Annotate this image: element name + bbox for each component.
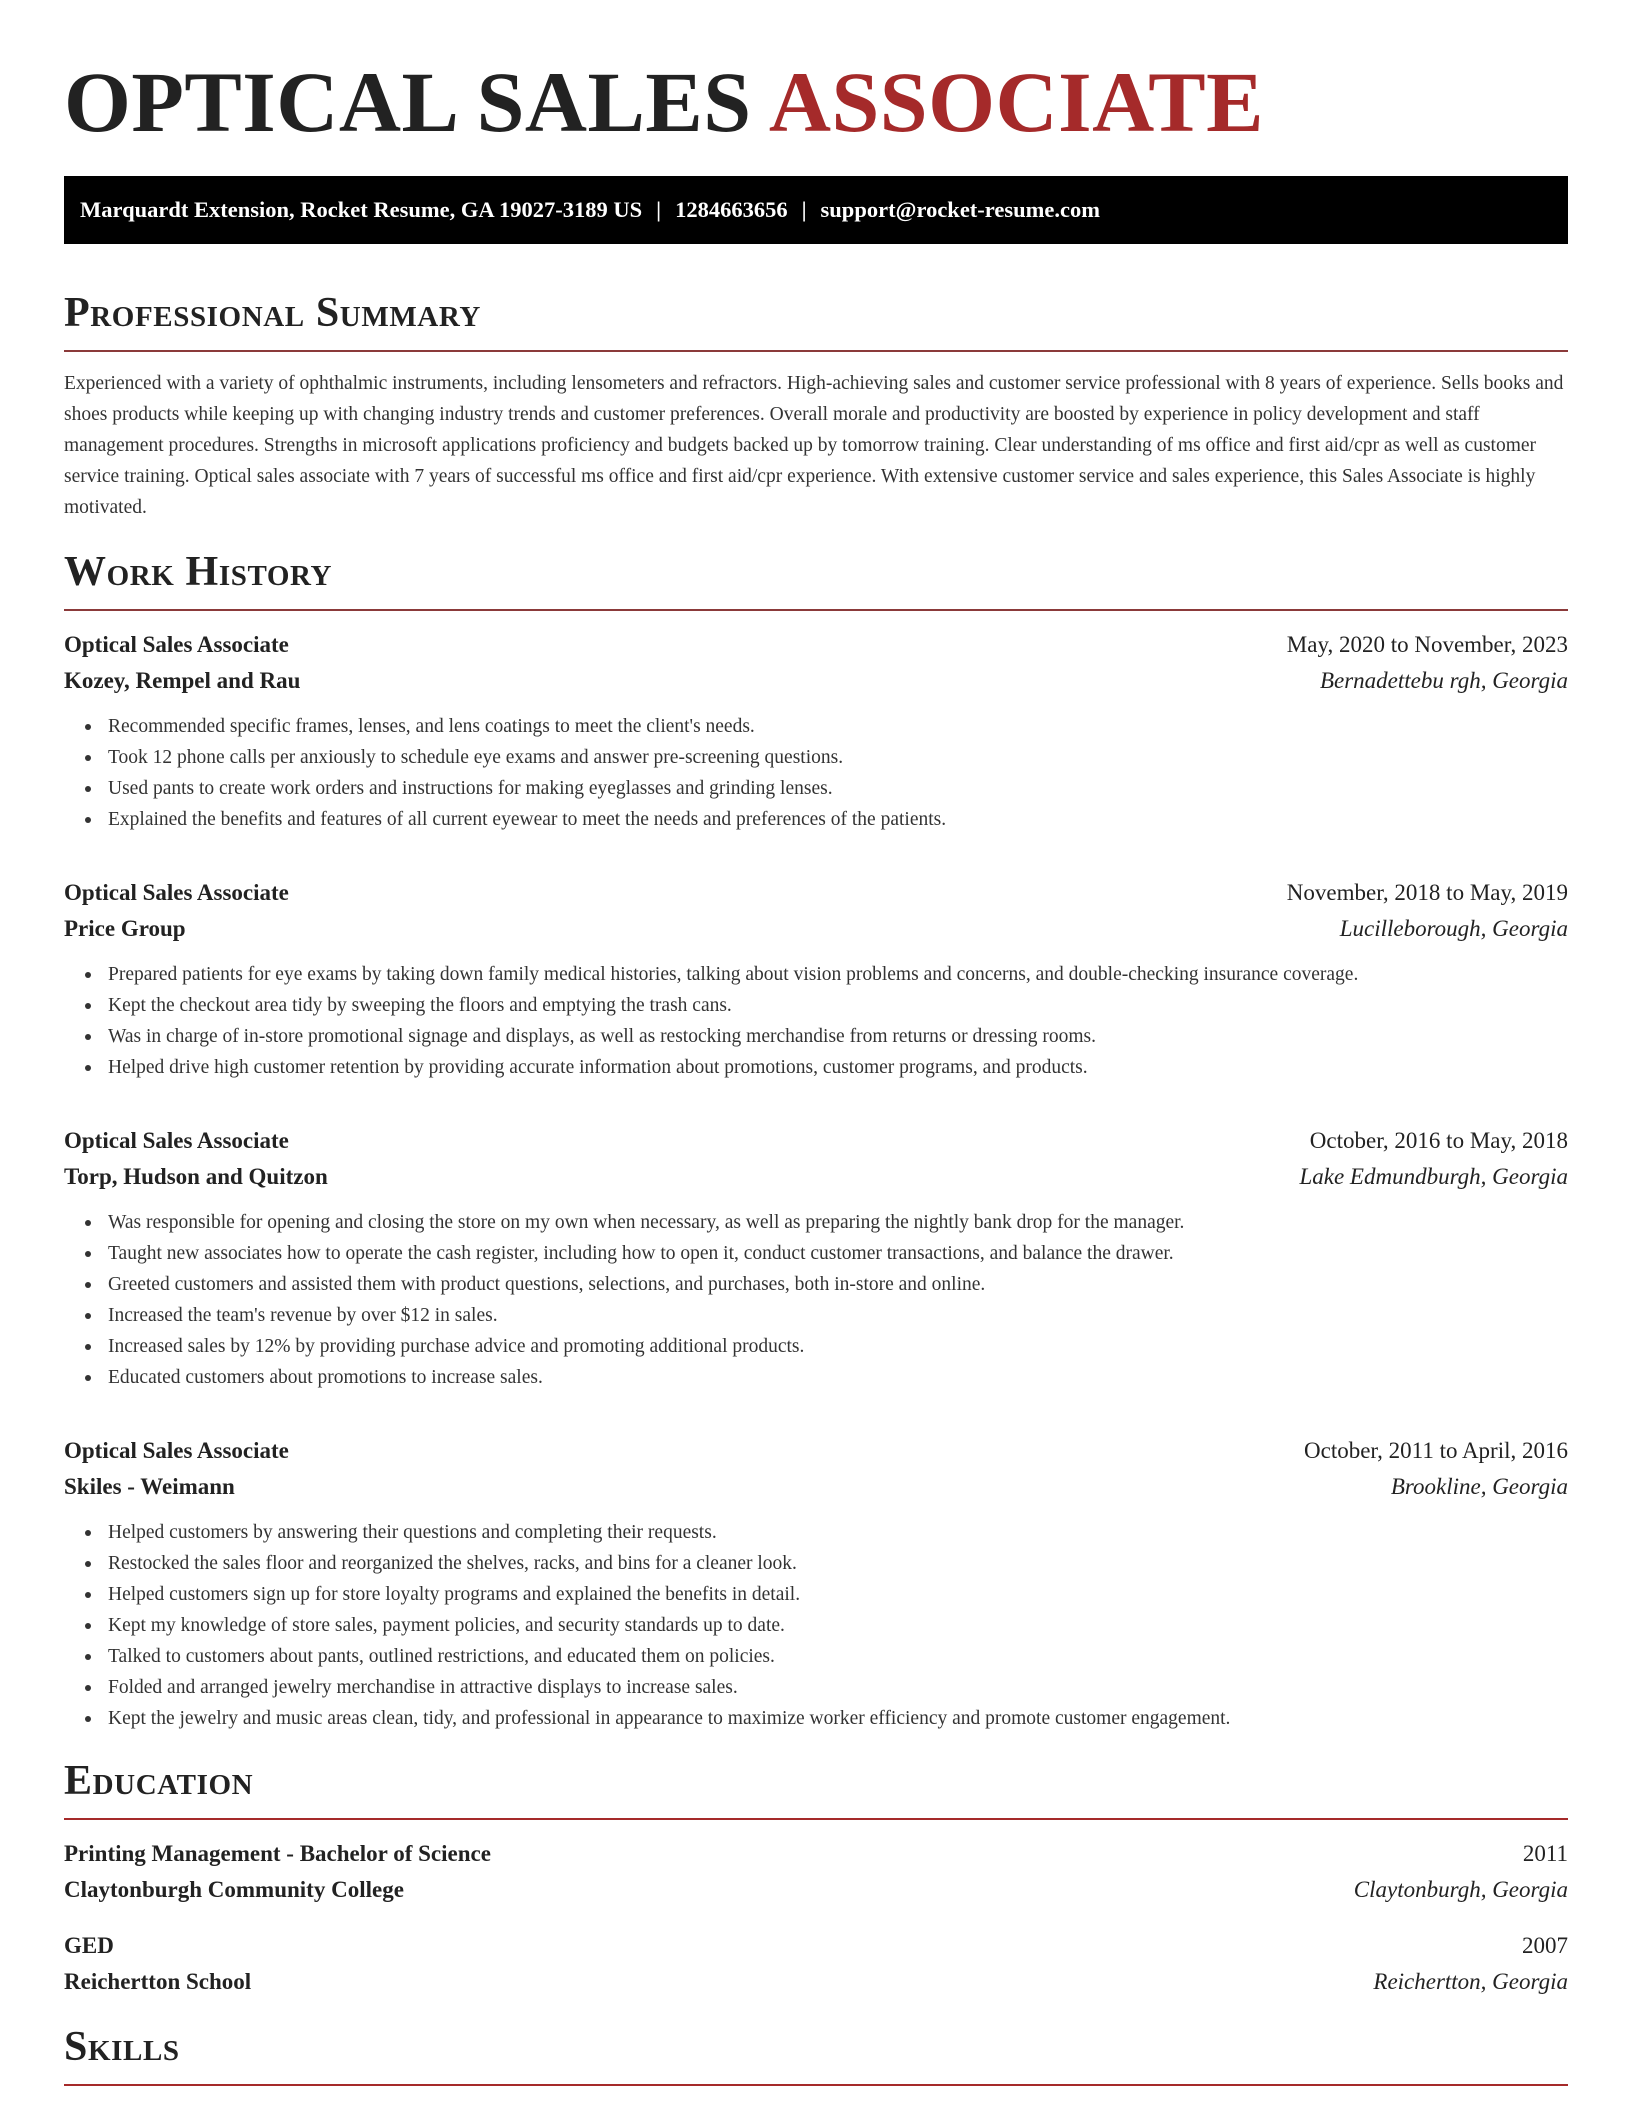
job-bullet: Was responsible for opening and closing the store on my own when necessary, as well as preparing the nightly bank drop for the manager. [108, 1207, 1568, 1238]
education-school: Reichertton School [64, 1969, 252, 1994]
contact-email: support@rocket-resume.com [820, 197, 1100, 222]
summary-text: Experienced with a variety of ophthalmic instruments, including lensometers and refractors. High-achieving sales and customer service professional with 8 years of experience. Sells books and shoes products while keeping up with changing industry trends and customer preferences. Overall morale and productivity are boosted by experience in policy development and staff management procedures. Strengths in microsoft applications proficiency and budgets backed up by tomorrow training. Clear understanding of ms office and first aid/cpr as well as customer service training. Optical sales associate with 7 years of successful ms office and first aid/cpr experience. With extensive customer service and sales experience, this Sales Associate is highly motivated. [64, 373, 1564, 518]
skills-heading: Skills [64, 2022, 1568, 2086]
job-entry [64, 1123, 1568, 1393]
job-bullet: Helped customers by answering their questions and completing their requests. [108, 1517, 1568, 1548]
education-degree: GED [64, 1933, 114, 1958]
education-school: Claytonburgh Community College [64, 1877, 404, 1902]
job-bullet: Increased sales by 12% by providing purchase advice and promoting additional products. [108, 1331, 1568, 1362]
job-company: Price Group [64, 916, 186, 941]
education-location: Reichertton, Georgia [1373, 1969, 1568, 1994]
job-dates: May, 2020 to November, 2023 [1286, 632, 1568, 657]
education-entry [64, 1928, 1568, 2000]
job-title: Optical Sales Associate [64, 632, 289, 657]
education-entry [64, 1836, 1568, 1908]
job-bullet: Recommended specific frames, lenses, and lens coatings to meet the client's needs. [108, 711, 1568, 742]
job-bullets [64, 1517, 1568, 1734]
job-bullet: Kept the checkout area tidy by sweeping the floors and emptying the trash cans. [108, 990, 1568, 1021]
job-dates: November, 2018 to May, 2019 [1286, 880, 1568, 905]
contact-separator: | [656, 197, 662, 222]
job-location: Bernadettebu rgh, Georgia [1319, 668, 1568, 693]
job-bullet: Educated customers about promotions to increase sales. [108, 1362, 1568, 1393]
job-entry [64, 875, 1568, 1083]
contact-separator: | [801, 197, 807, 222]
job-bullets [64, 959, 1568, 1083]
job-company: Skiles - Weimann [64, 1474, 235, 1499]
job-bullet: Kept my knowledge of store sales, payment policies, and security standards up to date. [108, 1610, 1568, 1641]
education-location: Claytonburgh, Georgia [1353, 1877, 1568, 1902]
job-bullet: Prepared patients for eye exams by taking down family medical histories, talking about vision problems and concerns, and double-checking insurance coverage. [108, 959, 1568, 990]
job-bullet: Kept the jewelry and music areas clean, tidy, and professional in appearance to maximize worker efficiency and promote customer engagement. [108, 1703, 1568, 1734]
job-bullet: Restocked the sales floor and reorganized the shelves, racks, and bins for a cleaner look. [108, 1548, 1568, 1579]
job-bullet: Taught new associates how to operate the cash register, including how to open it, conduct customer transactions, and balance the drawer. [108, 1238, 1568, 1269]
job-bullet: Helped customers sign up for store loyalty programs and explained the benefits in detail. [108, 1579, 1568, 1610]
job-entry [64, 627, 1568, 835]
resume-title [64, 0, 1568, 148]
job-title: Optical Sales Associate [64, 1438, 289, 1463]
job-bullets [64, 711, 1568, 835]
job-bullet: Explained the benefits and features of all current eyewear to meet the needs and preferences of the patients. [108, 804, 1568, 835]
contact-phone: 1284663656 [675, 197, 788, 222]
job-bullet: Used pants to create work orders and instructions for making eyeglasses and grinding lenses. [108, 773, 1568, 804]
job-bullet: Talked to customers about pants, outlined restrictions, and educated them on policies. [108, 1641, 1568, 1672]
education-year: 2011 [1522, 1841, 1568, 1866]
job-bullet: Increased the team's revenue by over $12 in sales. [108, 1300, 1568, 1331]
education-year: 2007 [1522, 1933, 1568, 1958]
education-heading: Education [64, 1756, 1568, 1820]
job-entry [64, 1433, 1568, 1734]
job-bullet: Took 12 phone calls per anxiously to schedule eye exams and answer pre-screening questions. [108, 742, 1568, 773]
job-location: Lake Edmundburgh, Georgia [1299, 1164, 1568, 1189]
job-company: Torp, Hudson and Quitzon [64, 1164, 328, 1189]
contact-bar [64, 176, 1568, 244]
job-bullet: Folded and arranged jewelry merchandise in attractive displays to increase sales. [108, 1672, 1568, 1703]
job-location: Lucilleborough, Georgia [1339, 916, 1568, 941]
job-bullets [64, 1207, 1568, 1393]
job-location: Brookline, Georgia [1390, 1474, 1568, 1499]
title-main: OPTICAL SALES [64, 54, 752, 150]
title-accent: ASSOCIATE [768, 54, 1265, 150]
job-company: Kozey, Rempel and Rau [64, 668, 301, 693]
job-dates: October, 2016 to May, 2018 [1309, 1128, 1568, 1153]
education-degree: Printing Management - Bachelor of Science [64, 1841, 491, 1866]
job-title: Optical Sales Associate [64, 1128, 289, 1153]
work-history-heading: Work History [64, 547, 1568, 611]
job-bullet: Was in charge of in-store promotional signage and displays, as well as restocking merchandise from returns or dressing rooms. [108, 1021, 1568, 1052]
job-dates: October, 2011 to April, 2016 [1304, 1438, 1568, 1463]
summary-heading: Professional Summary [64, 288, 1568, 352]
contact-address: Marquardt Extension, Rocket Resume, GA 19027-3189 US [80, 197, 643, 222]
job-bullet: Helped drive high customer retention by providing accurate information about promotions, customer programs, and products. [108, 1052, 1568, 1083]
job-title: Optical Sales Associate [64, 880, 289, 905]
job-bullet: Greeted customers and assisted them with product questions, selections, and purchases, both in-store and online. [108, 1269, 1568, 1300]
